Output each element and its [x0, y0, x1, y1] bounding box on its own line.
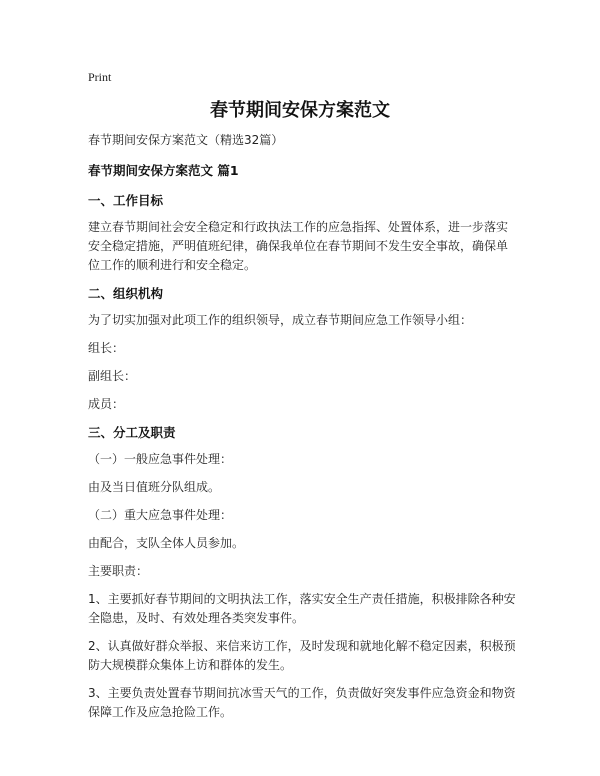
leader-line: 组长：	[88, 341, 125, 355]
section-text-goal: 建立春节期间社会安全稳定和行政执法工作的应急指挥、处置体系，进一步落实安全稳定措施，严明值班纪律，确保我单位在春节期间不发生安全事故，确保单位工作的顺利进行和安全稳定。	[88, 220, 509, 272]
section-text-organization: 为了切实加强对此项工作的组织领导，成立春节期间应急工作领导小组：	[88, 313, 473, 327]
general-event-heading: （一）一般应急事件处理：	[88, 452, 233, 466]
print-link[interactable]: Print	[88, 70, 112, 84]
document-subtitle: 春节期间安保方案范文（精选32篇）	[88, 133, 284, 147]
major-event-heading: （二）重大应急事件处理：	[88, 508, 233, 522]
document-body	[88, 131, 518, 731]
members-line: 成员：	[88, 397, 125, 411]
article-title: 春节期间安保方案范文 篇1	[88, 163, 239, 178]
section-heading-goal: 一、工作目标	[88, 193, 164, 208]
section-heading-organization: 二、组织机构	[88, 286, 164, 301]
duty-item-1: 1、主要抓好春节期间的文明执法工作，落实安全生产责任措施，积极排除各种安全隐患，及时、有效处理各类突发事件。	[88, 592, 516, 625]
duty-item-2: 2、认真做好群众举报、来信来访工作，及时发现和就地化解不稳定因素，积极预防大规模群众集体上访和群体的发生。	[88, 639, 516, 672]
main-duties-label: 主要职责：	[88, 564, 149, 578]
major-event-text: 由配合，支队全体人员参加。	[88, 536, 245, 550]
section-heading-duties: 三、分工及职责	[88, 425, 176, 440]
general-event-text: 由及当日值班分队组成。	[88, 480, 221, 494]
document-title: 春节期间安保方案范文	[210, 100, 390, 121]
duty-item-3: 3、主要负责处置春节期间抗冰雪天气的工作，负责做好突发事件应急资金和物资保障工作及应急抢险工作。	[88, 686, 516, 719]
deputy-leader-line: 副组长：	[88, 369, 137, 383]
